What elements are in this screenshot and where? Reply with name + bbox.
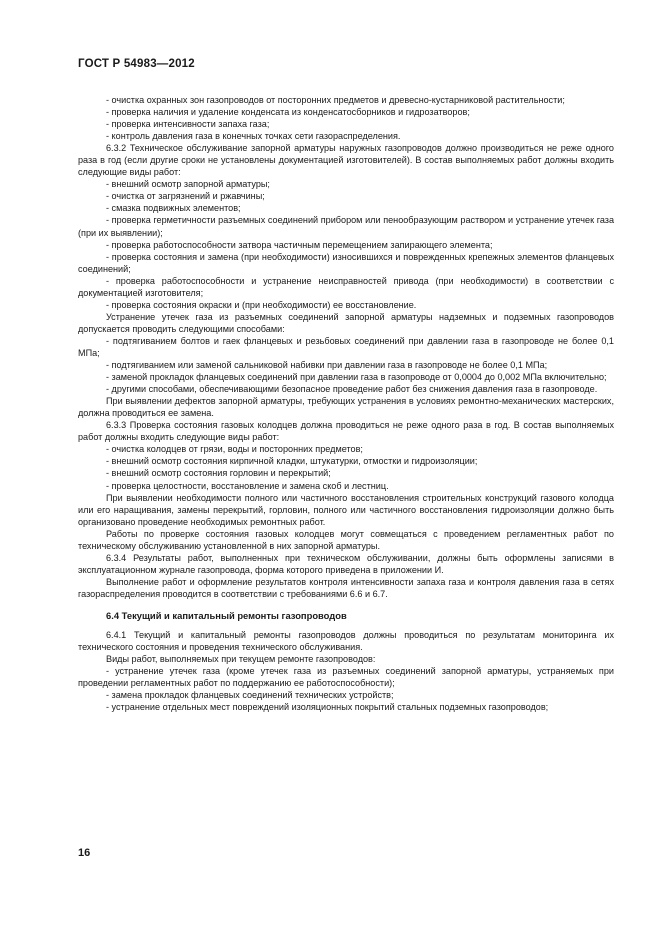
paragraph: - проверка работоспособности и устранение неисправностей привода (при необходимости) в соответствии с документацией изготовителя; — [78, 275, 614, 298]
paragraph: 6.3.2 Техническое обслуживание запорной арматуры наружных газопроводов должно производиться не реже одного раза в год (если другие сроки не установлены документацией изготовителей). В состав выполняемых работ должны входить следующие виды работ: — [78, 143, 614, 178]
paragraph: - внешний осмотр запорной арматуры; — [106, 179, 270, 190]
paragraph: - замена прокладок фланцевых соединений технических устройств; — [106, 690, 394, 701]
page-number: 16 — [78, 847, 91, 859]
paragraph: - заменой прокладок фланцевых соединений при давлении газа в газопроводе от 0,0004 до 0,002 МПа включительно; — [106, 372, 607, 383]
document-body — [78, 94, 614, 713]
paragraph: - проверка состояния окраски и (при необходимости) ее восстановление. — [106, 299, 417, 310]
paragraph: При выявлении необходимости полного или частичного восстановления строительных конструкций газового колодца или его наращивания, замены перекрытий, горловин, полного или частичного восстановления гидроизоляции должно быть организовано проведение необходимых ремонтных работ. — [78, 492, 614, 527]
paragraph: 6.4.1 Текущий и капитальный ремонты газопроводов должны проводиться по результатам мониторинга их технического состояния и проведения технического обслуживания. — [78, 630, 614, 653]
paragraph: - подтягиванием болтов и гаек фланцевых и резьбовых соединений при давлении газа в газопроводе не более 0,1 МПа; — [78, 335, 614, 358]
paragraph: Выполнение работ и оформление результатов контроля интенсивности запаха газа и контроля давления газа в сетях газораспределения проводится в соответствии с требованиями 6.6 и 6.7. — [78, 576, 614, 599]
paragraph: - внешний осмотр состояния кирпичной кладки, штукатурки, отмостки и гидроизоляции; — [106, 456, 478, 467]
paragraph: - подтягиванием или заменой сальниковой набивки при давлении газа в газопроводе не более 0,1 МПа; — [106, 360, 548, 371]
paragraph: - другими способами, обеспечивающими безопасное проведение работ без снижения давления газа в газопроводе. — [106, 384, 598, 395]
paragraph: - очистка колодцев от грязи, воды и посторонних предметов; — [106, 444, 363, 455]
paragraph: - проверка герметичности разъемных соединений прибором или пенообразующим раствором и устранение утечек газа (при их выявлении); — [78, 215, 614, 238]
paragraph: - проверка целостности, восстановление и замена скоб и лестниц. — [106, 480, 389, 491]
paragraph: Устранение утечек газа из разъемных соединений запорной арматуры надземных и подземных газопроводов допускается проводить следующими способами: — [78, 311, 614, 334]
paragraph: - устранение отдельных мест повреждений изоляционных покрытий стальных подземных газопроводов; — [106, 702, 549, 713]
paragraph: 6.3.3 Проверка состояния газовых колодцев должна проводиться не реже одного раза в год. В состав выполняемых работ должны входить следующие виды работ: — [78, 420, 614, 443]
paragraph: - проверка работоспособности затвора частичным перемещением запирающего элемента; — [106, 239, 493, 250]
paragraph: - проверка состояния и замена (при необходимости) износившихся и поврежденных крепежных элементов фланцевых соединений; — [78, 251, 614, 274]
paragraph: - очистка охранных зон газопроводов от посторонних предметов и древесно-кустарниковой растительности; — [106, 95, 565, 105]
paragraph: Виды работ, выполняемых при текущем ремонте газопроводов: — [106, 654, 376, 665]
paragraph: Работы по проверке состояния газовых колодцев могут совмещаться с проведением регламентных работ по техническому обслуживанию установленной в них запорной арматуры. — [78, 528, 614, 551]
paragraph: При выявлении дефектов запорной арматуры, требующих устранения в условиях ремонтно-механических мастерских, должна проводиться ее замена. — [78, 396, 614, 419]
paragraph: - смазка подвижных элементов; — [106, 203, 241, 214]
paragraph: - контроль давления газа в конечных точках сети газораспределения. — [106, 131, 401, 142]
section-title: 6.4 Текущий и капитальный ремонты газопроводов — [106, 609, 347, 621]
paragraph: - проверка наличия и удаление конденсата из конденсатосборников и гидрозатворов; — [106, 107, 470, 118]
paragraph: - очистка от загрязнений и ржавчины; — [106, 191, 265, 202]
paragraph: - устранение утечек газа (кроме утечек газа из разъемных соединений запорной арматуры, устраняемых при проведении регламентных работ по поддержанию ее работоспособности); — [78, 666, 614, 689]
paragraph: 6.3.4 Результаты работ, выполненных при техническом обслуживании, должны быть оформлены записями в эксплуатационном журнале газопровода, форма которого приведена в приложении И. — [78, 552, 614, 575]
document-header: ГОСТ Р 54983—2012 — [78, 58, 195, 70]
paragraph: - внешний осмотр состояния горловин и перекрытий; — [106, 468, 331, 479]
paragraph: - проверка интенсивности запаха газа; — [106, 119, 270, 130]
